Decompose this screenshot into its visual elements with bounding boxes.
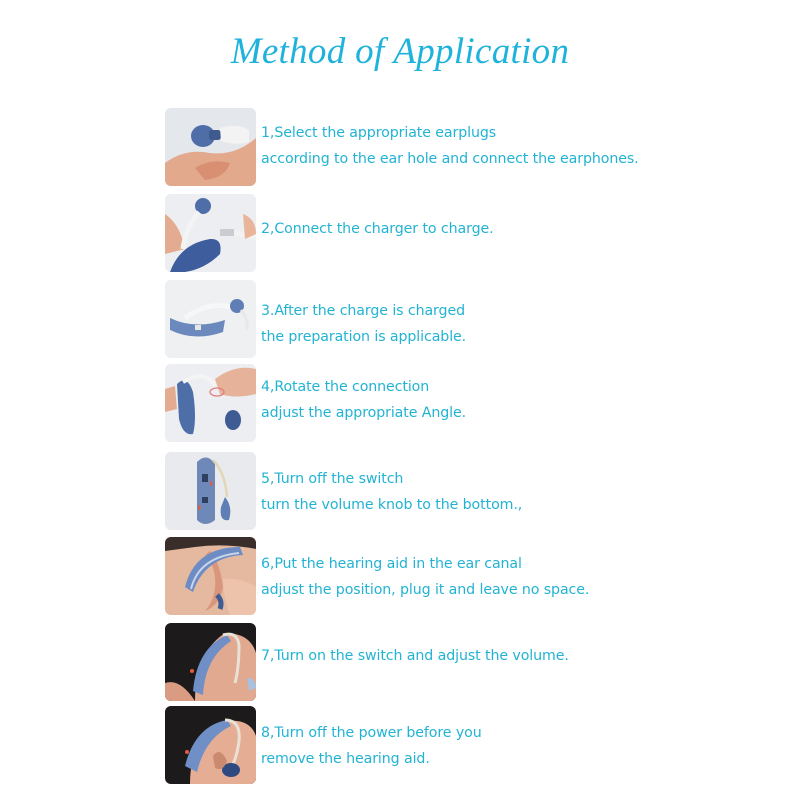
step-8	[165, 706, 725, 786]
step-8-line-2: remove the hearing aid.	[261, 751, 430, 767]
page-title: Method of Application	[230, 31, 570, 72]
step-4-line-2: adjust the appropriate Angle.	[261, 405, 467, 421]
step-4-line-1: 4,Rotate the connection	[261, 379, 430, 395]
step-1	[165, 108, 725, 188]
step-4	[165, 364, 725, 444]
step-6-line-2: adjust the position, plug it and leave no space.	[261, 582, 590, 598]
remove-device-photo	[165, 706, 256, 784]
step-3-line-1: 3.After the charge is charged	[261, 303, 465, 319]
step-8-line-1: 8,Turn off the power before you	[261, 725, 482, 741]
charged-device-photo	[165, 280, 256, 358]
step-1-line-1: 1,Select the appropriate earplugs	[261, 125, 497, 141]
step-2	[165, 194, 725, 274]
step-5-line-1: 5,Turn off the switch	[261, 471, 404, 487]
step-3	[165, 280, 725, 360]
worn-device-photo	[165, 623, 256, 701]
step-7	[165, 623, 725, 703]
step-5-line-2: turn the volume knob to the bottom.,	[261, 497, 523, 513]
rotate-connection-photo	[165, 364, 256, 442]
charger-connect-photo	[165, 194, 256, 272]
switch-off-photo	[165, 452, 256, 530]
step-6	[165, 537, 725, 617]
step-3-line-2: the preparation is applicable.	[261, 329, 467, 345]
step-2-line-1: 2,Connect the charger to charge.	[261, 221, 494, 237]
step-7-line-1: 7,Turn on the switch and adjust the volume.	[261, 648, 569, 664]
step-1-line-2: according to the ear hole and connect the earphones.	[261, 151, 639, 167]
earplug-attach-photo	[165, 108, 256, 186]
step-5	[165, 452, 725, 532]
step-6-line-1: 6,Put the hearing aid in the ear canal	[261, 556, 522, 572]
insert-ear-photo	[165, 537, 256, 615]
